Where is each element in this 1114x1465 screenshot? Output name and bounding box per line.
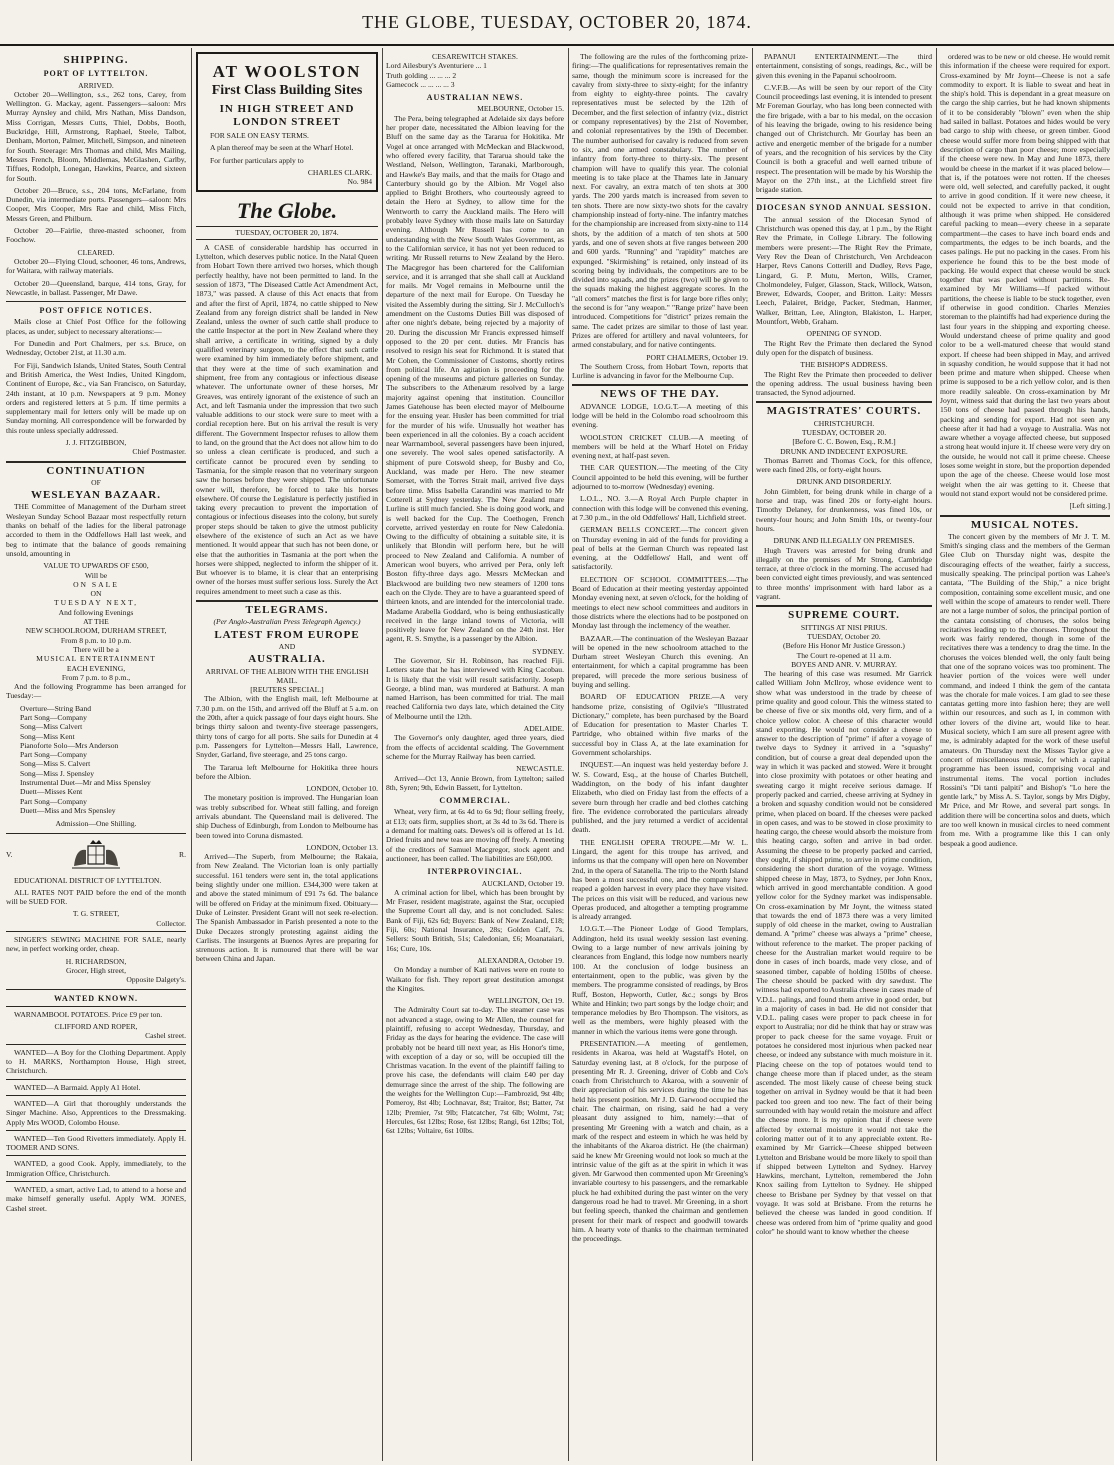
wanted-ad-text: WANTED—A Barmaid. Apply A1 Hotel. [14,1082,141,1092]
divider [6,461,186,463]
bazaar-each-evening: EACH EVENING, [66,663,126,673]
latest-heading: LATEST FROM EUROPE [214,628,360,641]
news-item: PRESENTATION.—A meeting of gentlemen, residents in Akaroa, was held at Wagstaff's Hotel, on Saturday evening last, at 8 o'clock, for the purpose of presenting Mr R. J. Greening, driver of Cobb and Co's coach from Christchurch to Akaroa, with a souvenir of their appreciation of his services during the time he has held his present position. Mr J. D. Garwood occupied the chair. The chairman, on rising, said he had a very pleasant duty assigned to him, namely:—that of presenting Mr Greening with a watch and chain, as a mark of the respect and esteem in which he was held by the inhabitants of the Akaroa district. He (the chairman) said he knew Mr Greening would not look so much at the intrinsic value of the gift as at the spirit in which it was given. Mr Garwood then commented upon Mr Greening's invariable courtesy to his passengers, and the remarkable pluck he had exhibited during the past winter on the very dangerous road he had to travel. Mr Greening, in a short but feeling speech, thanked the chairman and gentlemen present for their mark of respect and goodwill towards him. A hearty vote of thanks to the chairman terminated the proceedings. [572,1038,748,1244]
woolston-ad-streets: IN HIGH STREET AND LONDON STREET [219,103,355,128]
magistrates-place: CHRISTCHURCH. [813,418,875,428]
arrived-text: October 20—Fairlie, three-masted schooner, from Foochow. [6,226,186,245]
programme-item: Part Song—Company [20,750,87,760]
wanted-ad-text: WANTED—Ten Good Rivetters immediately. Apply H. TOOMER AND SONS. [6,1133,186,1153]
educational-signature-title: Collector. [156,918,186,928]
adelaide-dateline: ADELAIDE. [523,724,564,734]
wanted-ad-text: WANTED, a good Cook. Apply, immediately, to the Immigration Office, Christchurch. [6,1159,186,1178]
programme-item: Instrumental Duet—Mr and Miss Spensley [20,778,151,788]
case-text: The hearing of this case was resumed. Mr Garrick called William John McIlroy, whose evidence went to show what was understood in the trade by cheese of prime quality and good colour. This the witness stated to be cheese of five or six months old, very firm, and of a choice yellow color. A cheese of this character would stand exporting. He would not consider a cheese to answer to the description of "prime" if after a voyage of twelve days to Sydney it arrived in a "squashy" condition, but of course a great deal depended upon the way in which it was packed and stowed. Were it brought into close proximity with potatoes or other heating and sweating cargo it might receive serious damage. If properly packed and carried, cheese arriving at Sydney in a broken and squashy condition would not be considered prime, when placed on board. If the cheeses were packed in open cases, and was to be stowed in close proximity to heating cargo, the cheese would absorb the moisture from this heating cargo, soften and arrive in bad order. Assuming the cheese to be properly packed and carried, they ought, if shipped prime, to arrive in prime condition, considering the short duration of the voyage. Witness shipped cheese in May, 1873, to Sydney, per John Knox, which arrived in good merchantable condition. A good yellow color for the Sydney market was indispensable. On cross-examination by Mr Joynt, the witness stated that towards the end of 1873 there was a very limited supply of old cheese in the market, owing to Australian demand. A "prime" cheese was always a "prime" cheese, without reference to the market. The proper packing of cheese for the Australian market would require to be done in cases of inch boards, made very close, and of seasoned timber, capable of holding 150lbs of cheese. The cheese should be packed with dry sawdust. The witness had exported to Australia cheese in cases made of V.D.L. palings, and found them arrive in good order, but in a majority of cases in bad. He did not consider that V.D.L. paling cases were proper to pack cheese in for export to Australia; nor did he think that hay or straw was proper to pack cheese for the same voyage. Fruit or potatoes he considered most injurious when packed near cheese, or indeed any substance with much moisture in it. Placing cheese on the top of potatoes would tend to change cheese more than if placed under, as the steam ascended. The most likely cause of cheese being stuck together on arrival in Sydney would be that it had been packed too green and too new. The fact of their being surrounded with hay would retain the moisture and affect the cheese more. It is my opinion that if cheese were affected by external moisture it would not take the coloring matter out of it to any appreciable extent. Re-examined by Mr Garrick—Cheese shipped between Lyttelton and Brisbane would be more likely to spoil than if shipped between Lyttelton and Sydney. Harvey Hawkins, merchant, Lyttelton, remembered the John Knox sailing from Lyttelton to Sydney. He shipped cheese to Brisbane per Sydney by that vessel on that voyage. It was sold at Brisbane. From the returns he believed the cheese was landed in good condition. If cheese was ordered from him of "prime quality and good color" he should want to know whether the cheese [756,669,932,1236]
programme-item: Song—Miss Calvert [20,722,83,732]
column-rule [191,48,192,1461]
magistrates-date: TUESDAY, OCTOBER 20. [801,427,887,437]
royal-crest [6,838,186,872]
arrived-text: October 20—Wellington, s.s., 262 tons, Carey, from Wellington. G. Mackay, agent. Passengers—saloon: Mrs Murray Aynsley and child, Mrs Nathan, Miss Dandson, Miss Corrigan, Messrs Cutts, Thiel, Dobbs, Booth, Buckridge, Hill, Armstrong, Raphael, Steele, Talbot, Denham, Morton, Palmer, Mitchell, Simpson, and nineteen for South. Steerage: Mrs Thomas and child, Mrs Mailing, Messrs French, Bloom, Middlemas, McGlashen, Carlby, Tiffues, Rodolph, Lonegan, Hawkins, Pearce, and sixteen for South. [6,89,186,183]
case-heading: BOYES AND ANR. V. MURRAY. [791,659,897,669]
bazaar-will-be: Will be [84,570,108,580]
bazaar-programme: And the following Programme has been arranged for Tuesday:— [6,682,186,701]
wanted-ad [6,1130,186,1153]
case-text-continued: ordered was to be new or old cheese. He would remit this information if the cheese were required for export. Cross-examined by Mr Joynt—Cheese is not a safe commodity to export. It is liable to sweat and heat in the ship's hold. This is dependant in a great measure on the cargo the ship carries, but he had known shipments of it to be considerably "blown" even when the ship had sailed in ballast. Potatoes and hides would be very bad cargo to ship with cheese, or green timber. Good cheese would suffer more from being shipped with that description of cargo than poor cheese; more especially if the cheese were new. In May and June 1873, there would be cheese in the market if it was placed below—that is, if the potatoes were not rotten. If the cheeses were old, well selected, and carefully packed, it ought to arrive in good condition. If it were new cheese, it could not be expected to arrive in that condition, although it was prime when shipped. He considered careful packing to mean—every cheese in a separate compartment—the cases to have inch board ends and compartments, the edges to be inch boards, and the cases palings. He put no packing in the cases. From his experience he found this to be the best mode of packing. He would expect that cheese would be stuck together that was packed without partitions. Re-examined by Mr Williams—If packed without partitions, the cheese is liable to be stuck together, even if otherwise in good condition. Charles Menzies storeman to the plaintiffs had had experience during the last four years in the shipping and exporting cheese. Would understand cheese of prime quality and good color to be a well-matured cheese that would stand export. If cheese had been shipped in May, and arrived in squashy condition, he would suppose that it had not been prime and mature when shipped. Cheese when prime is supposed to be a rich yellow color, and is then more readily saleable. On cross-examination by Mr Joynt, witness said that during the last two years about 150 tons of cheese had passed through his hands, packing and sending for export. Had not seen any cheese after it had had a voyage to Australia. Was not aware whether a voyage affected cheese, but supposed a strong heat would injure it. If cheese were very dry on the outside, he would not call it prime cheese. Cheese loses some weight in store, but the proportion depended upon the age of the cheese. Cheese would lose most weight when the air was getting to it. Cheese that would not stand export would not be considered prime. [940,52,1110,498]
cesarewitch-heading: CESAREWITCH STAKES. [432,52,518,61]
supreme-court-reopened: The Court re-opened at 11 a.m. [796,650,892,660]
singer-ad-text: SINGER'S SEWING MACHINE FOR SALE, nearly new, in perfect working order, cheap. [6,935,186,954]
telegrams-heading: TELEGRAMS. [245,604,329,617]
woolston-ad-heading: AT WOOLSTON [212,62,362,81]
sydney-dateline: SYDNEY. [532,646,564,656]
column-5 [756,52,932,1459]
musical-notes-text: The concert given by the members of Mr J. T. M. Smith's singing class and the members of the German Glee Club on Thursday night was, despite the discouraging effects of the weather, fairly a success, musically speaking. The principal portion was Lahee's cantata, "The Building of the Ship," a nice bright composition, containing some excellent music, and one well within the scope of amateurs to render well. There are not a large number of solos, the principal portion of the cantata consisting of choruses, the solos being recitatives leading up to the choruses. Throughout the work was fairly rendered, though in some of the recitatives there was a tendency to drag the time. In the choruses the voices blended well, the only fault being that one of the soprano voices was too prominent. The heavier portion of the voices were well under command, and indeed I think the gem of the cantata was the chorale for male voices. I am glad to see these cantatas getting more into fashion here; they are well within our resources, and such as I, in common with other lovers of the divine art, would like to hear. Musical society, which I am sure all present agree with me, is admirably adapted for the work of these useful amateurs. On Thursday next the Misses Taylor give a concert of miscellaneous music, for which a capital programme has been issued, comprising vocal and instrumental items. The vocal portion includes Rossini's "Di tanti palpiti" and Bishop's "Lo here the gentle lark," by Miss A. S. Taylor, songs by Mrs Digby, Mr Price, and Mr Rowe, and several part songs. In addition there will be concertina solos and duets, which are too well known in musical circles to need comment from me. With a programme like this I can only bespeak a good audience. [940,531,1110,848]
latest-and: AND [278,641,296,651]
masthead [0,8,1114,46]
auckland-dateline: AUCKLAND, October 19. [481,878,564,888]
wanted-ad [6,1095,186,1127]
wanted-known-heading: WANTED KNOWN. [53,993,139,1003]
australian-news-heading: AUSTRALIAN NEWS. [426,93,524,103]
bazaar-musical: MUSICAL ENTERTAINMENT [36,654,156,664]
programme-item: Pianoforte Solo—Mrs Anderson [20,740,119,750]
wanted-ad-text: WANTED—A Boy for the Clothing Department. Apply to H. MARKS, Northampton House, High street, Christchurch. [6,1047,186,1076]
cleared-label: CLEARED. [77,247,115,257]
melbourne-text: The Pera, being telegraphed at Adelaide six days before her proper date, necessitated the Albion leaving for the Bluff on the same day as the Tararua for Hokitika. Mr Vogel at once arranged with McMeckan and Blackwood, who offered every facility, that Tararua should take the Westland, Nelson, Wellington, Taranaki, Marlborough, and Hawke's Bay mails, and that the mails for Otago and Canterbury should go by the Albion. Mr Vogel also applied to Bright Brothers, who courteously agreed to detain the Hero at Sydney, to allow time for the Wentworth to carry the Auckland mails. The Hero will probably leave Sydney with those mails late on Saturday evening. Although Mr Russell has come to an understanding with the New South Wales Government, as to the Californian service, it has not yet been reduced to writing. Mr Russell returns to New Zealand by the Hero. The Macgregor has been chartered for the Californian service, and it is arranged that she shall call at Auckland for mails. Mr Vogel remains in Melbourne until the departure of the next mail for Europe. On Tuesday he visited the Assembly during the sitting. Sir J. McCulloch's amendment on the Customs Duties Bill was disposed of after one night's debate, being rejected by a majority of 20. During the discussion Mr Francis expressed himself opposed to the 20 per cent. duties. Mr Francis has resolved to resign his seat for Richmond. It is stated that Mr Cohen, the Commissioner of Customs, shortly retires from political life. An agitation is proceeding for the opening of the museums and picture galleries on Sunday. The subscribers to the Athenæum resolved by a large majority against opening that institution. Councillor James Gatehouse has been elected mayor of Melbourne for the ensuing year. Husler has been committed for trial for the murder of his wife. Unusually hot weather has been experienced in all the colonies. By a coach accident near Warrnambool, several passengers have been injured, one severely. The wool sales opened satisfactorily. A shipment of pure Cotswold sheep, for Busby and Co, Auckland, was made per Hero. The new steamer Somerset, with the Torres Strait mail, arrived five days before time. Miss Isabella Carandini was married to Mr Cotterell at Sydney yesterday. The New Zealand mare Lurline is still much fancied. She is doing good work, and is well backed for the Cup. The Coethogen, French corvette, arrived yesterday en route for New Caledonia. Owing to the difficulty of obtaining a suitable site, it is unlikely that Blondin will perform here, but he will proceed to New Zealand and California. A number of American wool buyers, who arrived per Pera, only left Boston fifty-three days ago. Messrs McMeckan and Blackwood are building two new steamers of 1200 tons each on the Clyde. They are to have a guaranteed speed of thirteen knots, and are intended for the intercolonial trade. Madame Arabella Goddard, who is being enthusiastically received in the large inland towns of Victoria, will positively leave for New Zealand on the 24th inst. Her agent, R. S. Smythe, is a passenger by the Albion. [386,113,564,644]
educational-notice: EDUCATIONAL DISTRICT OF LYTTELTON. [14,875,162,885]
case-heading: DRUNK AND INDECENT EXPOSURE. [780,446,908,456]
woolston-ad [196,52,378,192]
cleared-text: October 20—Queensland, barque, 414 tons, Gray, for Newcastle, in ballast. Passenger, Mr Dawe. [6,278,186,297]
synod-text: The Right Rev the Primate then declared the Synod duly open for the dispatch of business. [756,338,932,357]
bazaar-on: ON [90,589,102,599]
bazaar-hours-2: From 7 p.m. to 8 p.m., [61,672,131,682]
wellington-text: The Admiralty Court sat to-day. The steamer case was not advanced a stage, owing to Mr Allen, the counsel for plaintiff, refusing to accept Wednesday, Thursday, and Friday as the days for hearing the evidence. The case will probably not be heard till next year, as His Honor's time, with exception of a day or so, will be occupied till the Christmas vacation. In the event of the plaintiff failing to prove his case, the defendants will claim £40 per day demurrage since the arrest of the ship. The following are the weights for the Wellington Cup:—Fambrozid, 9st 4lb; Pomeroy, 8st 4lb; Lochnavar, 8st; Traitor, 8st; Batter, 7st 12lb; Premier, 7st 9lb; Flatcatcher, 7st 6lb; Wolmt, 7st; Hercules, 6st 12lbs; Rose, 6st 12lbs; Rangi, 6st 12lbs; Tol, 6st 12lbs; Voltaire, 6st 10lbs. [386,1005,564,1136]
supreme-court-subheading: SITTINGS AT NISI PRIUS. [800,622,888,632]
potatoes-ad-signature: CLIFFORD AND ROPER, [54,1022,138,1032]
papanui-text: PAPANUI ENTERTAINMENT.—The third entertainment, consisting of songs, readings, &c., will be given this evening in the Papanui schoolroom. [756,52,932,80]
news-item: WOOLSTON CRICKET CLUB.—A meeting of members will be held at the Wharf Hotel on Friday evening next, at half-past seven. [572,432,748,461]
column-1 [6,52,186,1459]
column-2 [196,52,378,1459]
commercial-heading: COMMERCIAL. [439,796,511,806]
synod-subheading: THE BISHOP'S ADDRESS. [800,360,888,370]
divider [6,989,186,990]
news-item: BAZAAR.—The continuation of the Wesleyan Bazaar will be opened in the new schoolroom attached to the Durham street Wesleyan Church this evening. An entertainment, for which a capital programme has been prepared, will precede the more serious business of buying and selling. [572,633,748,689]
adelaide-text: The Governor's only daughter, aged three years, died from the effects of accidental scalding. The Government scheme for the Murray Railway has been carried. [386,733,564,761]
divider [6,301,186,302]
continuation-heading: CONTINUATION [46,464,146,477]
arrived-text: October 20—Bruce, s.s., 204 tons, McFarlane, from Dunedin, via intermediate ports. Passengers—saloon: Mrs Cooper, Mrs Cooper, Mrs Rae and child, Miss Fitch, Messrs Green, and Philburn. [6,185,186,223]
programme-item: Song—Miss Kent [20,731,75,741]
divider [756,401,932,403]
woolston-ad-subheading: First Class Building Sites [211,83,363,98]
educational-signature: T. G. STREET, [72,909,120,919]
bazaar-hours: From 8 p.m. to 10 p.m. [60,635,132,645]
news-item: INQUEST.—An inquest was held yesterday before J. W. S. Coward, Esq., at the house of Charles Butchell, Waddington, on the body of his infant daughter Elizabeth, who died on Friday last from the effects of a severe burn through her cradle and bed clothes catching fire. The evidence corroborated the particulars already published, and the jury returned a verdict of accidental death. [572,760,748,835]
case-text: Hugh Travers was arrested for being drunk and illegally on the premises of Mr Strong, Cambridge terrace, at three o'clock in the morning. The accused had been convicted eight times previously, and was sentenced to three months' imprisonment with hard labor as a vagrant. [756,545,932,602]
melbourne-dateline: MELBOURNE, October 15. [477,104,564,114]
wanted-ad-text: WANTED—A Girl that thoroughly understands the Singer Machine. Also, Apprentices to the Dressmaking. Apply Mrs WOOD, Colombo House. [6,1098,186,1127]
news-item: ADVANCE LODGE, I.O.G.T.—A meeting of this lodge will be held in the Colombo road schoolroom this evening. [572,401,748,430]
column-rule [752,48,753,1461]
divider [6,833,186,834]
port-heading: PORT OF LYTTELTON. [43,69,149,79]
post-office-text: For Dunedin and Port Chalmers, per s.s. Bruce, on Wednesday, October 21st, at 11.30 a.m. [6,339,186,358]
wanted-ad-text: WANTED, a smart, active Lad, to attend to a horse and make himself generally useful. Apply WM. JONES, Cashel street. [6,1184,186,1213]
synod-subheading: OPENING OF SYNOD. [806,329,882,339]
programme-item: Duett—Miss and Mrs Spensley [20,805,116,815]
supreme-court-heading: SUPREME COURT. [788,609,900,622]
race-result: Gamecock ... ... ... ... 3 [386,79,455,89]
divider [572,384,748,386]
news-item: GERMAN BELLS CONCERT.—The concert given on Thursday evening in aid of the funds for providing a peal of bells at the German Church was repeated last evening, at the Oddfellows' Hall, and went off satisfactorily. [572,525,748,572]
crest-v: V. [6,849,13,859]
left-sitting: [Left sitting.] [1069,501,1110,511]
post-office-text: Mails close at Chief Post Office for the following places, as under, subject to necessary alterations:— [6,317,186,336]
supreme-court-before: (Before His Honor Mr Justice Gresson.) [783,641,905,651]
synod-text: The annual session of the Diocesan Synod of Christchurch was opened this day, at 1 p.m., by the Right Rev the Primate, in College Library. The following members were present:—The Right Rev the Primate, Very Rev the Dean of Christchurch, Ven Archdeacon Harper, Revs Canons Cotterill and Dudley, Revs Page, Lingard, G. P. Mutu, Merton, Wills, Cramer, Cholmondeley, Fulger, Glasson, Stack, Willock, Watson, Brewer, Edwards, Cooper, and Britton. Laity: Messrs Leech, Palairet, Bridge, Packer, Stedman, Hanmer, Walker, Brittan, Lee, Alington, Blakiston, L. Harper, Mountfort, Webb, Graham. [756,214,932,327]
wellington-dateline: WELLINGTON, Oct 19. [487,996,564,1006]
programme-item: Song—Miss J. Spensley [20,768,95,778]
newcastle-dateline: NEWCASTLE. [516,764,564,774]
wesleyan-bazaar-heading: WESLEYAN BAZAAR. [31,489,161,502]
bazaar-evenings: And following Evenings [58,607,134,617]
divider [756,605,932,607]
column-rule [382,48,383,1461]
royal-arms-icon [66,838,126,872]
programme-item: Duett—Misses Kent [20,787,83,797]
programme-item: Part Song—Company [20,796,87,806]
australia-heading: AUSTRALIA. [248,653,326,666]
programme-item: Song—Miss S. Calvert [20,759,91,769]
potatoes-ad-text: WARNAMBOOL POTATOES. Price £9 per ton. [14,1009,163,1019]
interprovincial-heading: INTERPROVINCIAL. [427,867,523,877]
cleared-text: October 20—Flying Cloud, schooner, 46 tons, Andrews, for Waitara, with railway materials. [6,256,186,276]
synod-heading: DIOCESAN SYNOD ANNUAL SESSION. [756,203,932,213]
wanted-ad [6,1155,186,1178]
musical-notes-heading: MUSICAL NOTES. [970,518,1080,531]
singer-ad [6,931,186,984]
bazaar-value: VALUE TO UPWARDS OF £500, [43,561,149,571]
wanted-ad [6,1079,186,1092]
crest-r: R. [179,849,186,859]
london-dateline: LONDON, October 13. [306,842,378,852]
singer-ad-address: Opposite Dalgety's. [126,975,186,985]
news-item: ELECTION OF SCHOOL COMMITTEES.—The Board of Education at their meeting yesterday appointed Monday evening next, at seven o'clock, for the holding of meetings to elect new school committees and auditors in those districts where the elections had to be postponed on Monday last through the inclemency of the weather. [572,574,748,631]
divider [940,515,1110,517]
programme-item: Overture—String Band [20,703,92,713]
programme-item: Part Song—Company [20,713,87,722]
masthead-title: THE GLOBE, TUESDAY, OCTOBER 20, 1874. [362,12,752,32]
wanted-ad [6,1044,186,1076]
port-chalmers-text: The Southern Cross, from Hobart Town, reports that Lurline is advancing in favor for the Melbourne Cup. [572,361,748,381]
column-4 [572,52,748,1459]
potatoes-ad-address: Cashel street. [145,1031,186,1041]
alexandra-text: On Monday a number of Kati natives were en route to Waikato for fish. They report great destitution amongst the Kingites. [386,965,564,993]
paper-nameplate: The Globe. [236,198,338,224]
column-rule [936,48,937,1461]
potatoes-ad [6,1006,186,1041]
post-office-text: For Fiji, Sandwich Islands, United States, South Central and British America, the West Indies, United Kingdom, Continent of Europe, &c., via San Francisco, on Saturday, 24th instant, at 10 p.m. Newspapers at 9 p.m. Money orders and registered letters at 5 p.m. If time permits a supplementary mail for letters only will be made up on Sunday morning. All correspondence will be forwarded by this route unless specially addressed. [6,360,186,435]
arrival-heading: ARRIVAL OF THE ALBION WITH THE ENGLISH MAIL. [205,666,369,685]
bazaar-schoolroom: NEW SCHOOLROOM, DURHAM STREET, [25,626,167,636]
reuters-label: [REUTERS SPECIAL.] [250,685,324,695]
race-result: Truth golding ... ... ... 2 [386,70,457,80]
case-heading: DRUNK AND DISORDERLY. [796,477,892,487]
bazaar-at-the: AT THE [83,617,109,627]
case-heading: DRUNK AND ILLEGALLY ON PREMISES. [773,536,915,546]
column-3 [386,52,564,1459]
column-rule [568,48,569,1461]
shipping-heading: SHIPPING. [63,54,129,66]
post-office-heading: POST OFFICE NOTICES. [39,306,153,316]
news-item: I.O.G.T.—The Pioneer Lodge of Good Templars, Addington, held its usual weekly session last evening. Owing to a large number of new arrivals joining by clearances from England, this lodge now numbers nearly 100. At the conclusion of lodge business an entertainment, open to the public, was given by the members. The programme consisted of readings, by Bros Ruff, Boston, Hepworth, Cutler, &c.; songs by Bros White and Hinkin; two part songs by the lodge choir; and temperance melodies by Bro Thompson. The visitors, as well as the members, were highly pleased with the manner in which the various items were gone through. [572,924,748,1036]
port-chalmers-dateline: PORT CHALMERS, October 19. [646,352,748,362]
bazaar-on-sale: ON SALE [73,579,119,589]
news-of-the-day-heading: NEWS OF THE DAY. [600,388,720,401]
leader-article: A CASE of considerable hardship has occurred in Lyttelton, which deserves public notice. In the Natal Queen from Hobart Town there arrived two horses, which though perfectly healthy, have not been permitted to land. In the session of 1873, "The Diseased Cattle Act Amendment Act, 1873," was passed. A clause of this Act enacts that from and after the first of April, 1874, no cattle shipped to New Zealand from any foreign district shall be landed in New Zealand, unless the owner of such cattle shall produce to the cattle Inspector at the port in New Zealand where they shall arrive, a certificate in writing, signed by a duly qualified veterinary surgeon, to the effect that such cattle were examined by him immediately before shipment, and that they were at the time of such examination and shipment, free from any contagious or infectious disease whatever. The unfortunate owner of these horses, Mr Greaves, was entirely ignorant of the existence of such an Act, and left Tasmania under the impression that two such valuable additions to our stock were sure to meet with a cordial reception here. But on his arrival the result is very different. The Government Inspector refuses to allow them to land, on the ground that the Act does not allow him to do so unless a clean certificate is produced, and such a certificate cannot be procured even by sending to Tasmania, for the simple reason that no veterinary surgeon saw the horses before they were shipped. The unfortunate owner will, therefore, be forced to take his horses elsewhere. Of course the Legislature is perfectly justified in taking every precaution to prevent the importation of contagious or infectious diseases into the colony, but surely proper steps should be taken to give the utmost publicity elsewhere of the existence of such an Act as we have mentioned. It would appear that such has not been done, or else that the authorities in Tasmania at the port when the horses were shipped, neglected to inform the shipper of it. But whoever is to blame, it is clear that an enterprising owner of the horses must suffer serious loss. Surely the Act requires amendment to meet such a case as this. [196,242,378,596]
news-item: THE ENGLISH OPERA TROUPE.—Mr W. L. Lingard, the agent for this troupe has arrived, and informs us that the company will open here on November 2nd, in the opera of Satanella. The trip to the North Island has been a most successful one, and the company have reaped a golden harvest in every place they have visited. The prices on this visit will be reduced, and various new Operas produced, and altogether a tempting programme is already arranged. [572,837,748,922]
case-text: Thomas Barrett and Thomas Cock, for this offence, were each fined 20s, or forty-eight hours. [756,455,932,475]
auckland-text: A criminal action for libel, which has been brought by Mr Fraser, resident magistrate, against the Star, occupied the Supreme Court all day, and is not concluded. Sales: Bank of Fiji, 62s 6d; Buyers: Bank of New Zealand, £18; Fiji, 60s; National Insurance, 28s; Golden Calf, 7s. Sellers: South British, 51s; Caledonian, £6; Moanataiari, 16s; Cure, 10s. [386,887,564,953]
bazaar-there-will: There will be a [73,644,119,654]
commercial-text: Wheat, very firm, at 6s 4d to 6s 9d; flour selling freely, at £13; oats firm, supplies short, at 3s 4d to 3s 6d. There is a demand for malting oats. Dewes's oil is offered at 1s 1d. Dried fruits and new teas are moving off freely. A meeting of the creditors of Samuel Macgregor, stock agent and auctioneer, has been called. The liabilities are £60,000. [386,807,564,863]
bazaar-text: THE Committee of Management of the Durham street Wesleyan Sunday School Bazaar most respectfully return thanks on behalf of the ladies for the liberal patronage accorded to them in the Oddfellows Hall last week, and beg to intimate that the balance of goods remaining unsold, amounting in [6,502,186,558]
arrived-label: ARRIVED. [78,80,114,90]
albion-text: The Albion, with the English mail, left Melbourne at 7.30 p.m. on the 15th, and arrived off the Bluff at 5 a.m. on the 20th, after a quick passage of four days eight hours. She brings thirty saloon and twenty-five steerage passengers, thirty tons of cargo for all ports. She sails for Dunedin at 4 p.m. Passengers for Lyttelton—Messrs Hall, Lawrence, Snyder, Garland, five steerage, and 25 tons cargo. [196,694,378,760]
continuation-of: OF [91,477,101,487]
singer-ad-address: Grocer, High street, [65,965,126,975]
news-item: THE CAR QUESTION.—The meeting of the City Council appointed to be held this evening, will be further adjourned to to-morrow (Wednesday) evening. [572,463,748,492]
telegrams-subheading: (Per Anglo-Australian Press Telegraph Agency.) [213,617,361,627]
woolston-ad-number: No. 984 [347,177,372,187]
wanted-ad [6,1181,186,1213]
race-result: Lord Ailesbury's Aventuriere ... 1 [386,61,487,71]
london-text: The monetary position is improved. The Hungarian loan was trebly subscribed for. Wheat still falling, and foreign arrivals abundant. The Queensland mail is delivered. The ship Duchess of Edinburgh, from London to Melbourne has been towed into Coruna dismasted. [196,793,378,840]
london-text: Arrived—The Superb, from Melbourne; the Rakaia, from New Zealand. The Victorian loan is only partially successful. 161 tenders were sent in, the total applications being slightly under one million. £344,300 were taken at and above the stated minimum of £91 7s 6d. The balance will be offered on Friday at the minimum fixed. Obituary—Duke of Leinster. President Grant will not seek re-election. The Spanish Ambassador in Parish presented a note to the Duke Decazes strongly protesting against aiding the Carlists. The insurgents at Buenos Ayres are preparing for strenuous action. It is rumoured that there will be war between China and Japan. [196,852,378,964]
bazaar-admission: Admission—One Shilling. [55,819,137,829]
educational-notice: ALL RATES NOT PAID before the end of the month will be SUED FOR. [6,887,186,907]
programme-list [6,704,186,816]
woolston-ad-signature: CHARLES CLARK. [307,167,372,177]
rifle-rules-text: The following are the rules of the forthcoming prize-firing:—The qualifications for representatives remain the same, though the minimum score is increased for the cavalry from sixty-three to sixty-eight; for the infantry from eighty to eighty-three points. The cavalry representatives must be selected by the 12th of December, and the first selection of infantry (viz., district or company representatives) by the 21st of November, and colonial representatives by the 19th of December. The number authorised for cavalry is reduced from seven to six, and one armed constabulary. The number of infantry from forty-three to thirty-six. The present champion will have to qualify this year. The colonial meeting is to take place at the Thames late in January next. For cavalry, an extra match of ten shots at 300 yards. The 200 yards match is increased from seven to ten shots. There are now sixty-two shots for the cavalry championship instead of forty-nine. The infantry matches for the championship are increased from sixty-nine to 114 shots, by the addition of a match of ten shots at 500 yards, and one of seven shots at five ranges between 200 and 600 yards. "Running" and "rapidity" matches are expunged. "Skirmishing" is retained, only instead of its scoring being by individuals, the competitors are to be divided into squads, and the prizes (two) will be given to the squads making the highest aggregate scores. In the "all comers" matches the first is for large bore rifles only; the second is for "any weapon." "Range prize" have been introduced. Competitions for "district" prizes remain the same. The cadet prizes are similar to those of last year. Prizes are offered for artillery and naval volunteers, for armed constabulary, and for native contingents. [572,52,748,350]
dateline: TUESDAY, OCTOBER 20, 1874. [196,226,378,239]
synod-text: The Right Rev the Primate then proceeded to deliver the opening address. The usual business having been transacted, the Synod adjourned. [756,369,932,398]
sydney-text: The Governor, Sir H. Robinson, has reached Fiji. Letters state that he has interviewed with King Cacobau. It is likely that the visit will result satisfactorily. Joseph George, a blind man, was murdered at Bathurst. A man named Harrison, has been committed for trial. The mail reached California two days late, which detained the City of Melbourne until the 12th. [386,656,564,721]
magistrates-before: [Before C. C. Bowen, Esq., R.M.] [792,437,896,447]
news-item: BOARD OF EDUCATION PRIZE.—A very handsome prize, consisting of Ogilvie's "Illustrated Dictionary," complete, has been purchased by the Board of Education for presentation to Master Charles T. Partridge, who obtained within five marks of the successful boy in Class A, at the late examination for Government scholarships. [572,692,748,758]
london-dateline: LONDON, October 10. [306,784,378,794]
post-office-signature: J. J. FITZGIBBON, [65,437,127,447]
column-6 [940,52,1110,1459]
supreme-court-date: TUESDAY, October 20. [807,631,881,641]
woolston-ad-text: For further particulars apply to [210,155,304,165]
woolston-ad-text: A plan thereof may be seen at the Wharf Hotel. [210,143,354,153]
divider [756,198,932,199]
newcastle-text: Arrived—Oct 13, Annie Brown, from Lyttelton; sailed 8th, Syren; 9th, Edwin Bassett, for Lyttelton. [386,773,564,792]
post-office-signature-title: Chief Postmaster. [132,447,186,457]
news-item: L.O.L., NO. 3.—A Royal Arch Purple chapter in connection with this lodge will be convened this evening, at 7.30 p.m., in the old Oddfellows' Hall, Lichfield street. [572,494,748,522]
woolston-ad-text: FOR SALE ON EASY TERMS. [210,131,309,140]
albion-text: The Tararua left Melbourne for Hokitika three hours before the Albion. [196,762,378,781]
singer-ad-signature: H. RICHARDSON, [65,956,127,966]
magistrates-heading: MAGISTRATES' COURTS. [766,405,922,418]
alexandra-dateline: ALEXANDRA, October 19. [477,955,564,965]
bazaar-tuesday: TUESDAY NEXT, [54,598,138,608]
divider [196,600,378,602]
case-text: John Gimblett, for being drunk while in charge of a horse and trap, was fined 20s or forty-eight hours. Timothy Delaney, for drunkenness, was fined 10s, or twenty-four hours; and John Smith 10s, or twenty-four hours. [756,486,932,533]
fire-brigade-text: C.V.F.B.—As will be seen by our report of the City Council proceedings last evening, it is intended to present Mr Foreman Gourlay, who has long been connected with the fire brigade, with a bar to his medal, on the occasion of his leaving the brigade, owing to his residence being changed out of Christchurch. Mr Gourlay has been an active and energetic member of the brigade for a number of years, and the recognition of his services by the City Council is both a graceful and well earned tribute of respect. The presentation will be made by his Worship the Mayor on the 27th inst., at the Lichfield street fire brigade station. [756,82,932,195]
